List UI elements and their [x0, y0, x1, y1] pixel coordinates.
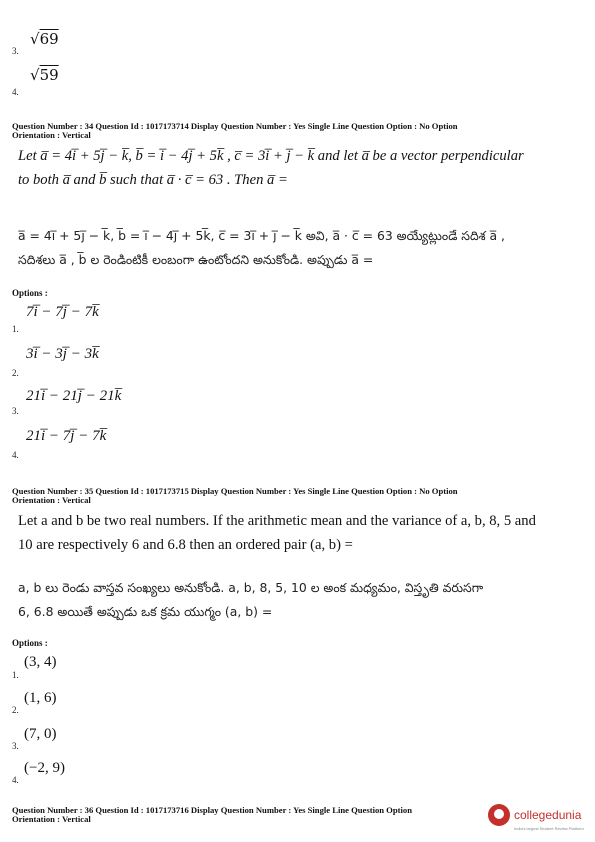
- q34-option-3-number: 3.: [12, 406, 19, 416]
- q35-option-4-number: 4.: [12, 775, 19, 785]
- q36-header: [12, 806, 412, 824]
- q34-option-2-number: 2.: [12, 368, 19, 378]
- q35-telugu-line1: a, b లు రెండు వాస్తవ సంఖ్యలు అనుకోండి. a, b, 8, 5, 10 ల అంక మధ్యమం, విస్తృతి వరుసగా: [18, 580, 484, 595]
- q34-options-label: Options :: [12, 288, 48, 298]
- q35-header: [12, 487, 458, 505]
- q34-option-1-number: 1.: [12, 324, 19, 334]
- q34-option-4-number: 4.: [12, 450, 19, 460]
- q35-option-1-text[interactable]: (3, 4): [24, 654, 57, 670]
- q35-english-line1: Let a and b be two real numbers. If the arithmetic mean and the variance of a, b, 8, 5 and: [18, 513, 536, 529]
- q35-options-label: Options :: [12, 638, 48, 648]
- q35-option-3-text[interactable]: (7, 0): [24, 726, 57, 742]
- q36-header-line2: Orientation : Vertical: [12, 814, 91, 824]
- q34-option-3-text[interactable]: 21i̅ − 21j̅ − 21k̅: [26, 388, 122, 404]
- watermark-tagline: India's largest Student Review Platform: [514, 826, 584, 831]
- watermark-brand: collegedunia: [514, 808, 582, 822]
- q34-telugu-line1: a̅ = 4i̅ + 5j̅ − k̅, b̅ = i̅ − 4j̅ + 5k̅, c̅ = 3i̅ + j̅ − k̅ అవి, a̅ · c̅ = 63 అయ్యేట్లుండే సదిశ a̅ ,: [18, 228, 505, 243]
- q35-english-line2: 10 are respectively 6 and 6.8 then an ordered pair (a, b) =: [18, 537, 353, 553]
- q35-option-2-text[interactable]: (1, 6): [24, 690, 57, 706]
- q35-option-3-number: 3.: [12, 741, 19, 751]
- collegedunia-watermark: [488, 804, 593, 831]
- q34-header: [12, 122, 458, 140]
- prev-option-4-number: 4.: [12, 87, 19, 97]
- prev-option-3-number: 3.: [12, 46, 19, 56]
- q36-header-line1: Question Number : 36 Question Id : 1017173716 Display Question Number : Yes Single Line Question Option: [12, 805, 412, 815]
- q35-header-line2: Orientation : Vertical: [12, 495, 91, 505]
- q34-header-line2: Orientation : Vertical: [12, 130, 91, 140]
- q34-telugu-text: [18, 224, 505, 272]
- q35-option-4-text[interactable]: (−2, 9): [24, 760, 65, 776]
- q34-english-text: [18, 144, 524, 192]
- prev-option-3-value: √69: [30, 30, 59, 48]
- q35-header-line1: Question Number : 35 Question Id : 1017173715 Display Question Number : Yes Single Line Question Option : No Option: [12, 486, 458, 496]
- q35-english-text: [18, 509, 536, 557]
- q35-option-2-number: 2.: [12, 705, 19, 715]
- q35-telugu-text: [18, 576, 483, 624]
- q35-option-1-number: 1.: [12, 670, 19, 680]
- q34-option-4-text[interactable]: 21i̅ − 7j̅ − 7k̅: [26, 428, 107, 444]
- q35-telugu-line2: 6, 6.8 అయితే అప్పుడు ఒక క్రమ యుగ్మం (a, b) =: [18, 604, 273, 619]
- q34-header-line1: Question Number : 34 Question Id : 1017173714 Display Question Number : Yes Single Line Question Option : No Option: [12, 121, 458, 131]
- q34-telugu-line2: సదిశలు a̅ , b̅ ల రెండింటికీ లంబంగా ఉంటోందని అనుకోండి. అప్పుడు a̅ =: [18, 252, 374, 267]
- collegedunia-logo-icon: [488, 804, 510, 826]
- q34-english-line2: to both a̅ and b̅ such that a̅ · c̅ = 63 . Then a̅ =: [18, 172, 288, 188]
- prev-option-4-value: √59: [30, 66, 59, 84]
- q34-option-1-text[interactable]: 7i̅ − 7j̅ − 7k̅: [26, 304, 99, 320]
- q34-option-2-text[interactable]: 3i̅ − 3j̅ − 3k̅: [26, 346, 99, 362]
- q34-english-line1: Let a̅ = 4i̅ + 5j̅ − k̅, b̅ = i̅ − 4j̅ + 5k̅ , c̅ = 3i̅ + j̅ − k̅ and let a̅ be a vector perpendicular: [18, 148, 524, 164]
